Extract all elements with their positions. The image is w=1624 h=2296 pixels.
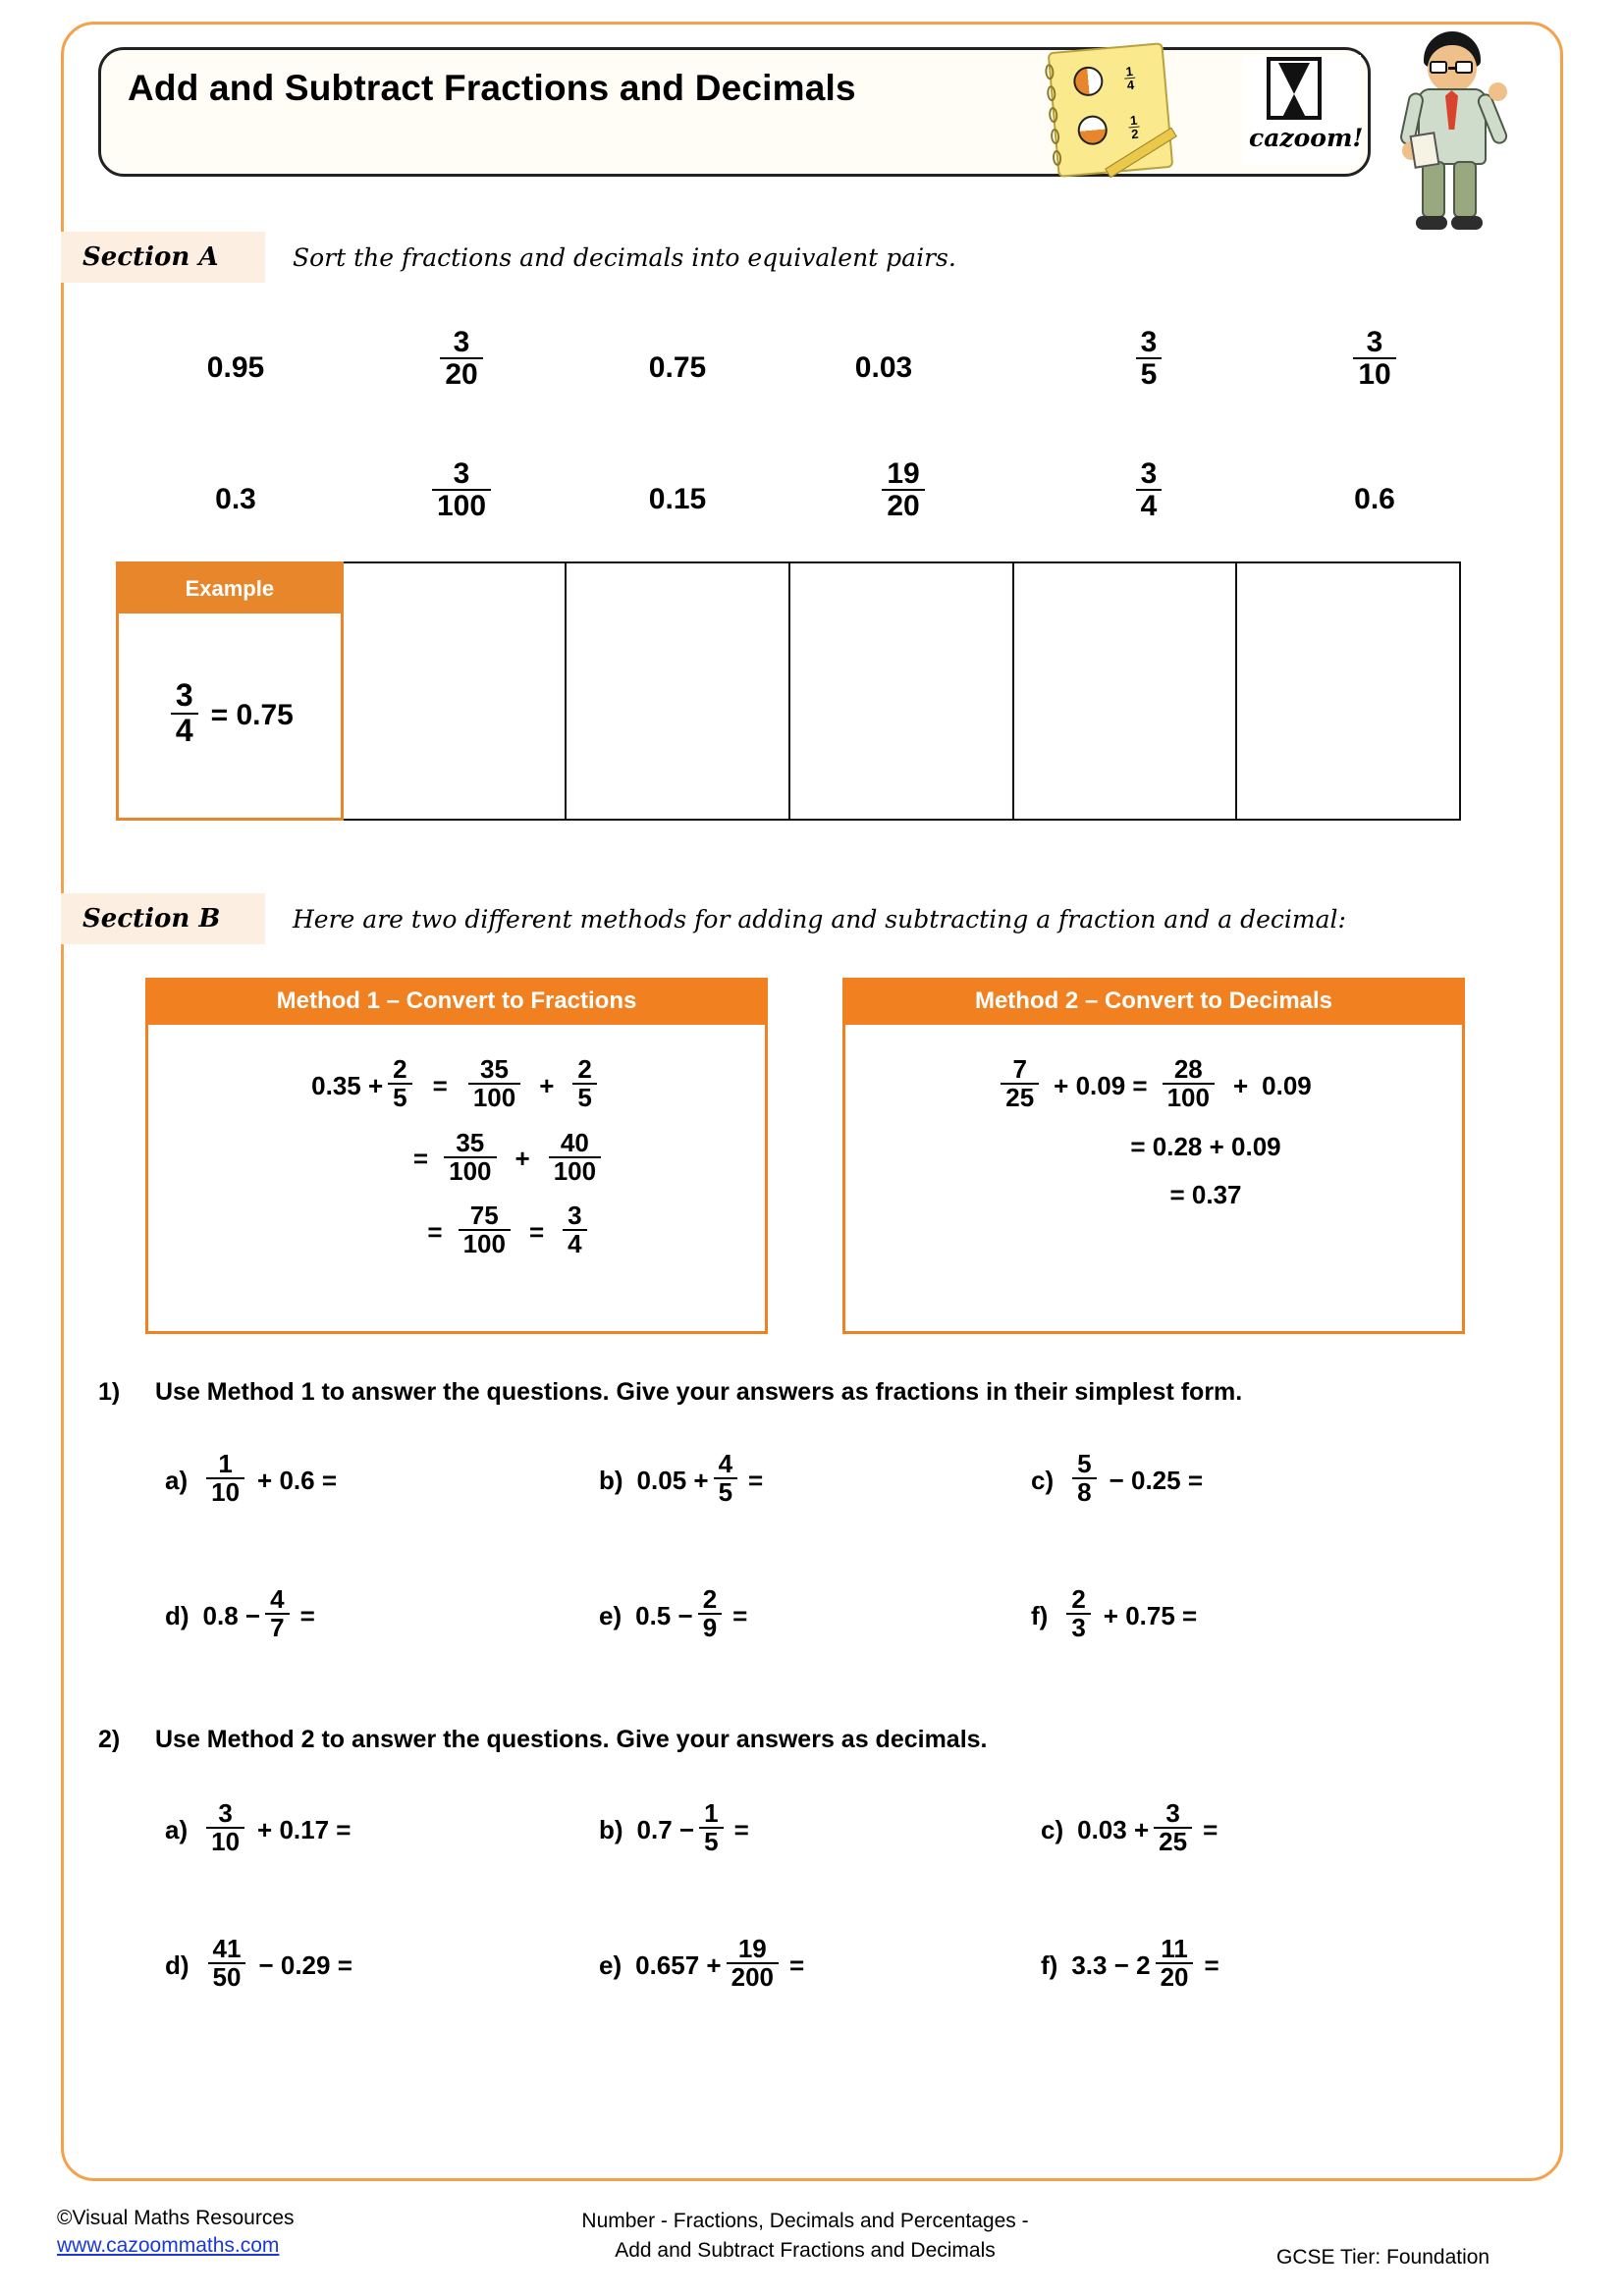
question-1-heading: Use Method 1 to answer the questions. Give your answers as fractions in their simplest form.	[155, 1378, 1243, 1406]
brand-logo-text: cazoom!	[1249, 124, 1364, 152]
question-1e[interactable]: e) 0.5 − $\frac{2}{9}$ =	[599, 1584, 748, 1643]
pool-item-2: 0.75	[648, 351, 707, 384]
question-1c[interactable]: c) $\frac{5}{8}$ − 0.25 =	[1031, 1449, 1204, 1508]
method-2-line-1: $\frac{7}{25}$ + 0.09 = $\frac{28}{100}$ + 0.09	[845, 1058, 1462, 1114]
question-1-number: 1)	[98, 1378, 121, 1406]
answer-cell-4[interactable]	[1012, 561, 1238, 821]
page-title: Add and Subtract Fractions and Decimals	[128, 68, 856, 108]
website-link[interactable]: www.cazoommaths.com	[57, 2234, 280, 2257]
section-b-label: Section B	[61, 893, 265, 944]
section-b-instruction: Here are two different methods for adding and subtracting a fraction and a decimal:	[293, 905, 1346, 934]
answer-cell-2[interactable]	[565, 561, 790, 821]
method-1-line-1: 0.35 + $\frac{2}{5}$ = $\frac{35}{100}$ + $\frac{2}{5}$	[148, 1058, 765, 1114]
question-1a[interactable]: a) $\frac{1}{10}$ + 0.6 =	[165, 1449, 338, 1508]
example-content: $\frac{3}{4}$ = 0.75	[119, 614, 341, 818]
notepad-fraction-1-denominator: 4	[1126, 77, 1135, 93]
pool-item-10: $\frac{3}{4}$	[1080, 455, 1218, 528]
footer-center	[511, 2207, 1100, 2267]
question-2f[interactable]: f) 3.3 − 2 $\frac{11}{20}$ =	[1041, 1934, 1219, 1993]
notepad-fraction-1-numerator: 1	[1125, 63, 1134, 80]
method-2-box	[842, 978, 1465, 1334]
method-2-title: Method 2 – Convert to Decimals	[842, 978, 1465, 1025]
footer-tier: GCSE Tier: Foundation	[1276, 2246, 1490, 2269]
method-2-line-3: = 0.37	[1169, 1179, 1242, 1209]
method-1-body	[145, 1025, 768, 1334]
question-2a[interactable]: a) $\frac{3}{10}$ + 0.17 =	[165, 1798, 352, 1857]
pool-item-0: 0.95	[206, 351, 265, 384]
pool-item-5: $\frac{3}{10}$	[1306, 324, 1443, 397]
copyright-text: ©Visual Maths Resources	[57, 2207, 295, 2229]
question-2-number: 2)	[98, 1726, 121, 1753]
pool-item-7: $\frac{3}{100}$	[393, 455, 530, 528]
answer-cell-1[interactable]	[342, 561, 568, 821]
question-2e[interactable]: e) 0.657 + $\frac{19}{200}$ =	[599, 1934, 805, 1993]
section-a-instruction: Sort the fractions and decimals into equivalent pairs.	[293, 243, 956, 272]
pool-item-4: $\frac{3}{5}$	[1080, 324, 1218, 397]
student-mascot-illustration	[1394, 24, 1512, 249]
pool-item-11: 0.6	[1354, 483, 1395, 515]
hourglass-icon	[1267, 57, 1322, 120]
answer-cell-5[interactable]	[1235, 561, 1461, 821]
pool-item-6: 0.3	[215, 483, 256, 515]
method-1-title: Method 1 – Convert to Fractions	[145, 978, 768, 1025]
question-1f[interactable]: f) $\frac{2}{3}$ + 0.75 =	[1031, 1584, 1198, 1643]
answer-cell-3[interactable]	[788, 561, 1014, 821]
example-header: Example	[119, 564, 341, 614]
pool-item-8: 0.15	[648, 483, 707, 515]
question-2d[interactable]: d) $\frac{41}{50}$ − 0.29 =	[165, 1934, 352, 1993]
footer-topic-line-1: Number - Fractions, Decimals and Percentages -	[581, 2210, 1029, 2232]
example-cell	[116, 561, 344, 821]
pool-item-1: $\frac{3}{20}$	[393, 324, 530, 397]
footer-left	[57, 2207, 295, 2258]
section-a-label: Section A	[61, 232, 265, 283]
question-2b[interactable]: b) 0.7 − $\frac{1}{5}$ =	[599, 1798, 749, 1857]
method-1-line-3: = $\frac{75}{100}$ = $\frac{3}{4}$	[148, 1204, 765, 1260]
notepad-fraction-2-numerator: 1	[1129, 112, 1138, 129]
question-1b[interactable]: b) 0.05 + $\frac{4}{5}$ =	[599, 1449, 764, 1508]
notepad-fraction-2-denominator: 2	[1130, 126, 1140, 142]
pool-item-9: $\frac{19}{20}$	[835, 455, 972, 528]
method-2-line-2: = 0.28 + 0.09	[1130, 1131, 1281, 1161]
footer-topic-line-2: Add and Subtract Fractions and Decimals	[615, 2239, 996, 2263]
notepad-icon	[1048, 42, 1174, 178]
method-2-body	[842, 1025, 1465, 1334]
question-2c[interactable]: c) 0.03 + $\frac{3}{25}$ =	[1041, 1798, 1218, 1857]
method-1-box	[145, 978, 768, 1334]
method-1-line-2: = $\frac{35}{100}$ + $\frac{40}{100}$	[148, 1132, 765, 1188]
pool-item-3: 0.03	[854, 351, 913, 384]
question-2-heading: Use Method 2 to answer the questions. Give your answers as decimals.	[155, 1726, 988, 1753]
question-1d[interactable]: d) 0.8 − $\frac{4}{7}$ =	[165, 1584, 315, 1643]
sorting-table	[116, 561, 1461, 821]
